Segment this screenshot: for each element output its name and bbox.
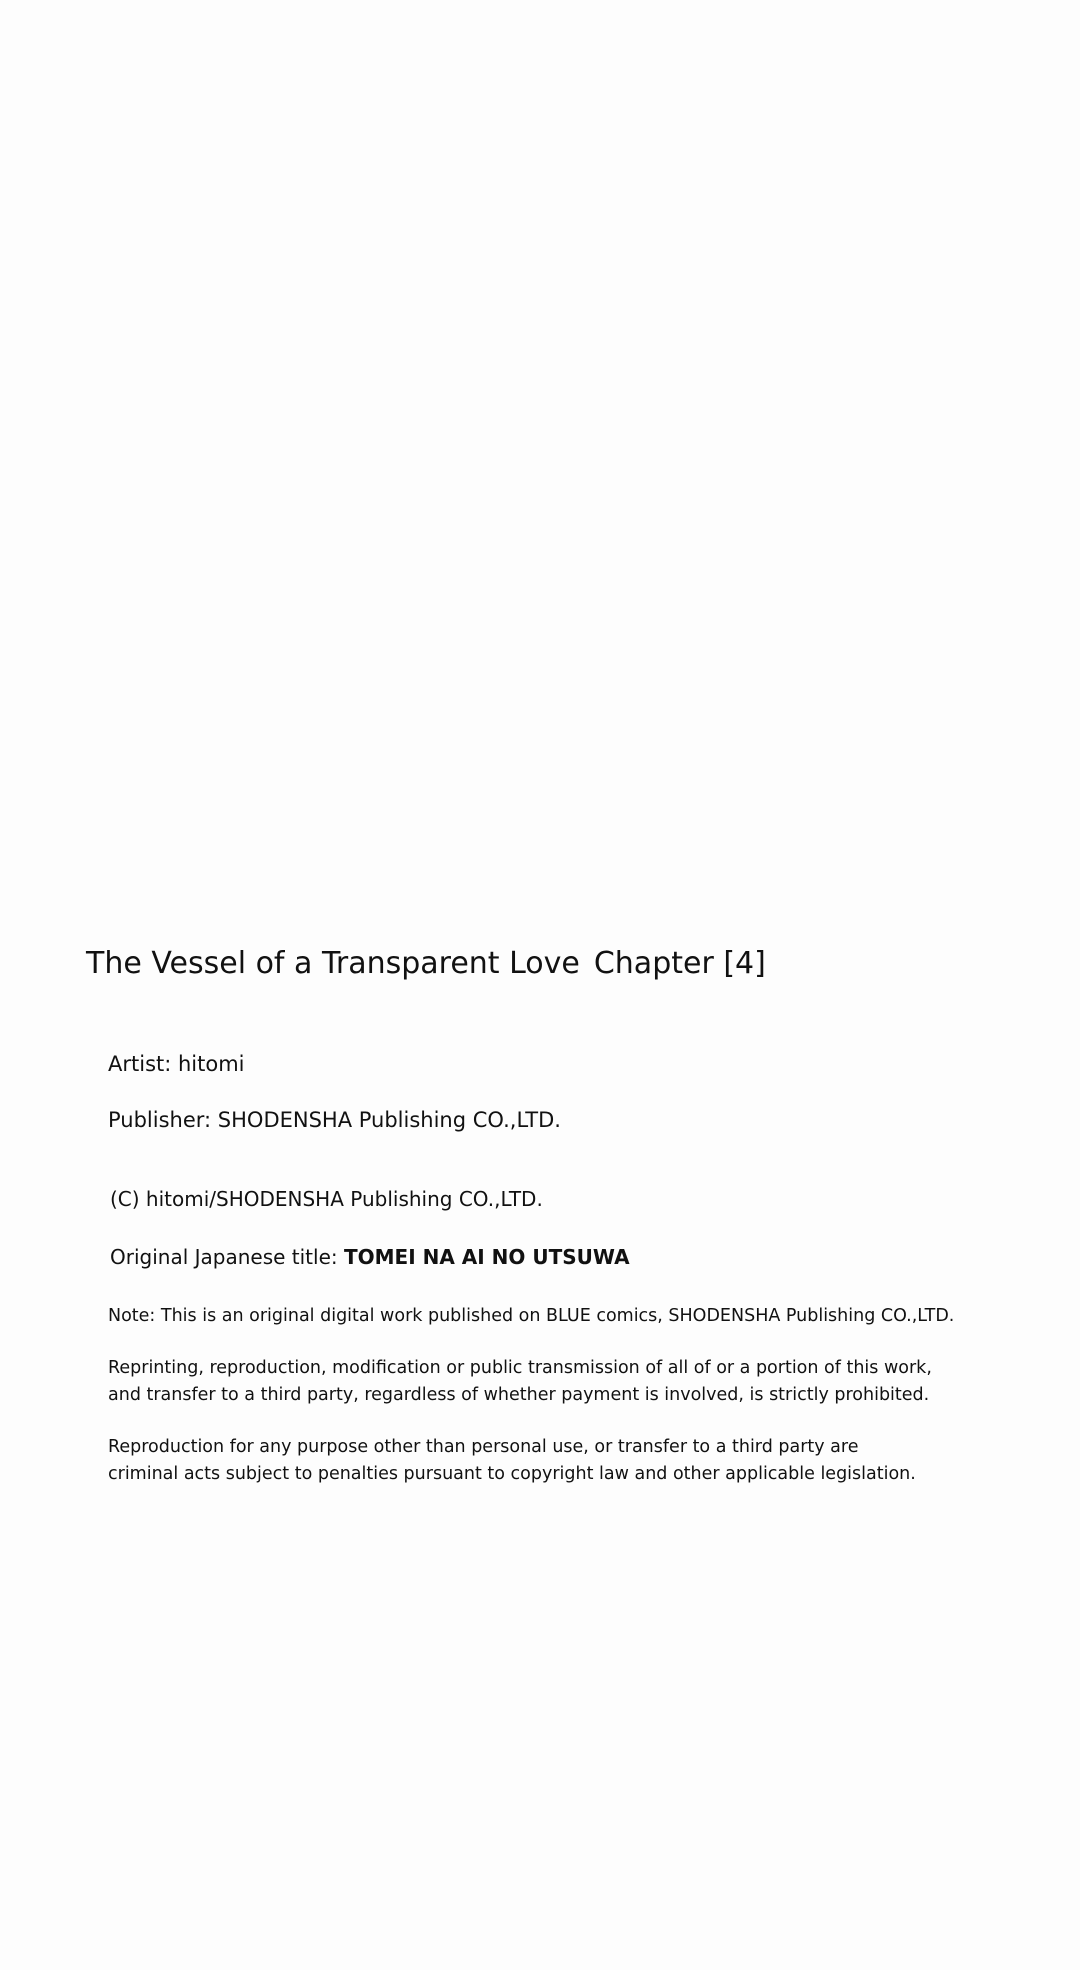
legal-paragraph [108, 1434, 916, 1488]
chapter-label: Chapter [4] [593, 946, 766, 981]
artist-credit: Artist: hitomi [108, 1052, 245, 1076]
page-title [86, 944, 766, 984]
original-title-label: Original Japanese title: [110, 1245, 338, 1269]
original-title-value: TOMEI NA AI NO UTSUWA [344, 1245, 630, 1269]
note-text: Note: This is an original digital work published on BLUE comics, SHODENSHA Publishing CO.,LTD. [108, 1306, 955, 1326]
prohibition-line-1: Reprinting, reproduction, modification or public transmission of all of or a portion of this work, [108, 1358, 932, 1378]
legal-line-1: Reproduction for any purpose other than personal use, or transfer to a third party are [108, 1437, 859, 1457]
prohibition-line-2: and transfer to a third party, regardless of whether payment is involved, is strictly prohibited. [108, 1385, 930, 1405]
publisher-credit: Publisher: SHODENSHA Publishing CO.,LTD. [108, 1108, 561, 1132]
legal-line-2: criminal acts subject to penalties pursuant to copyright law and other applicable legislation. [108, 1464, 916, 1484]
original-title [110, 1243, 630, 1271]
prohibition-paragraph [108, 1355, 932, 1409]
work-title: The Vessel of a Transparent Love [86, 946, 580, 981]
copyright-notice: (C) hitomi/SHODENSHA Publishing CO.,LTD. [110, 1187, 543, 1211]
